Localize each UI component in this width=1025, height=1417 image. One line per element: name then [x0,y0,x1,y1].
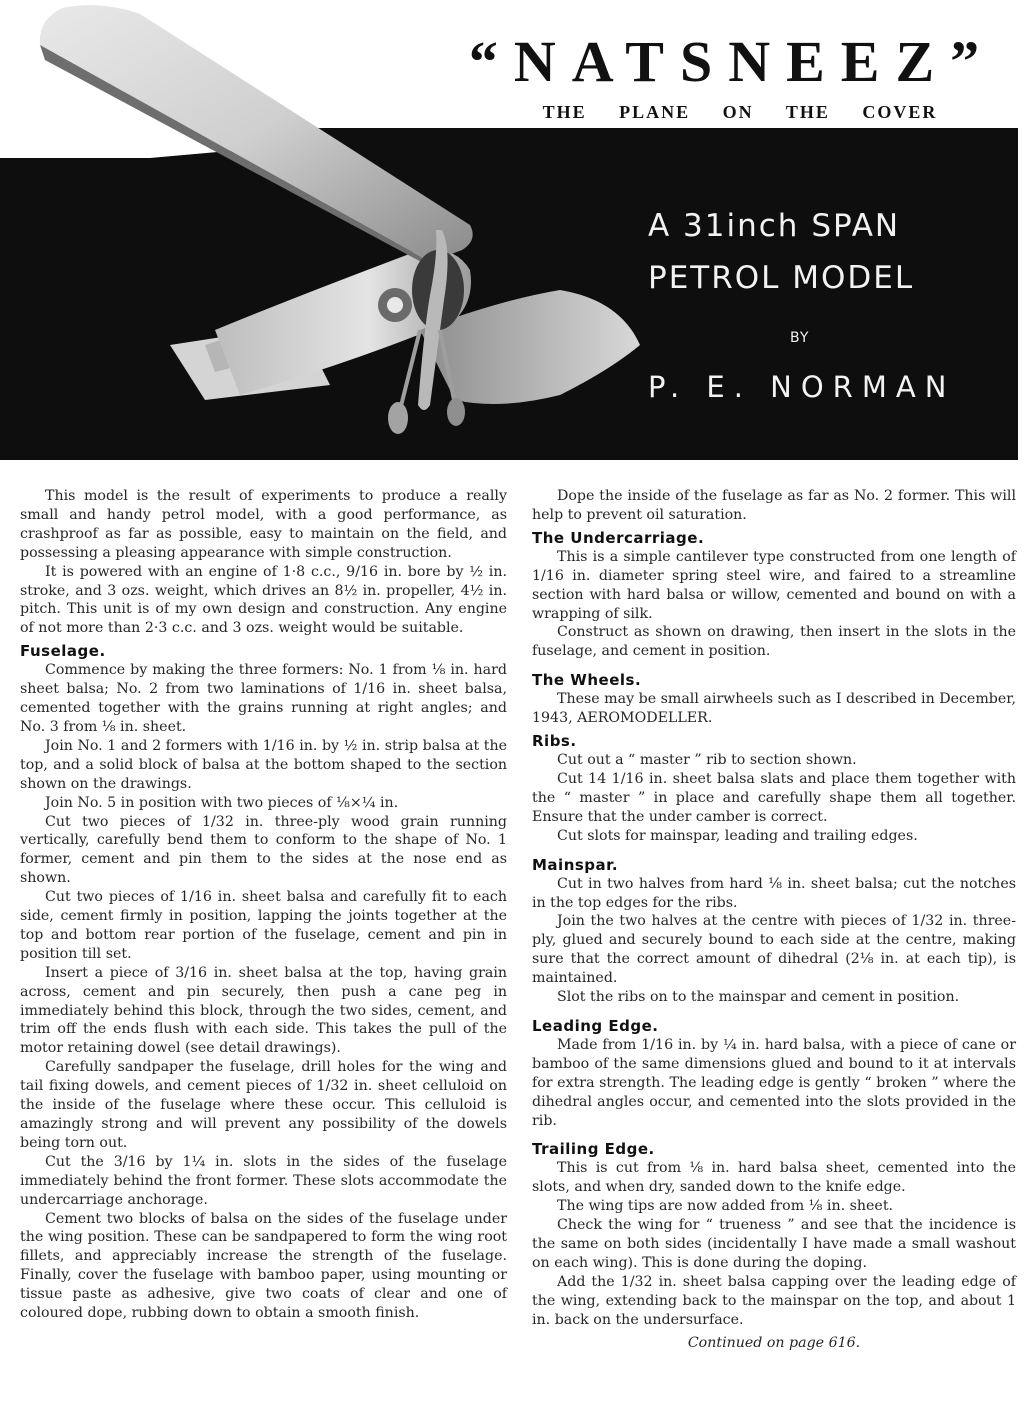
paragraph: Join the two halves at the centre with pieces of 1/32 in. three-ply, glued and securely bound to each side at the centre, making sure that the correct amount of dihedral (2⅛ in. at each tip), is maintained. [532,913,1016,987]
paragraph: Cut two pieces of 1/16 in. sheet balsa and carefully fit to each side, cement firmly in position, lapping the joints together at the top and bottom rear portion of the fuselage, cement and pin in position till set. [20,889,507,962]
span-heading [648,200,1008,304]
paragraph: The wing tips are now added from ⅛ in. sheet. [557,1198,894,1215]
paragraph: Made from 1/16 in. by ¼ in. hard balsa, with a piece of cane or bamboo of the same dimensions glued and bound to it at intervals for extra strength. The leading edge is gently “ broken ” where the dihedral angles occur, and cemented into the slots provided in the rib. [532,1036,1016,1129]
paragraph: Insert a piece of 3/16 in. sheet balsa at the top, having grain across, cement and pin securely, then push a cane peg in immediately behind this block, through the two sides, cement, and trim off the ends flush with each side. This takes the pull of the motor retaining dowel (see detail drawings). [20,964,507,1057]
paragraph: This is a simple cantilever type constructed from one length of 1/16 in. diameter spring steel wire, and faired to a streamline section with hard balsa or willow, cemented and bound on with a wrapping of silk. [532,548,1016,622]
paragraph: This is cut from ⅛ in. hard balsa sheet, cemented into the slots, and when dry, sanded down to the knife edge. [532,1160,1016,1196]
section-heading-fuselage: Fuselage. [20,642,106,661]
section-heading-mainspar: Mainspar. [532,855,619,874]
paragraph: Dope the inside of the fuselage as far as No. 2 former. This will help to prevent oil saturation. [532,488,1016,523]
paragraph: Cut out a “ master ” rib to section shown. [557,752,857,769]
paragraph: Cut 14 1/16 in. sheet balsa slats and place them together with the “ master ” in place and carefully shape them all together. Ensure that the under camber is correct. [532,770,1016,825]
section-heading-undercarriage: The Undercarriage. [532,528,705,547]
spacer [532,1130,1016,1136]
paragraph: Carefully sandpaper the fuselage, drill holes for the wing and tail fixing dowels, and cement pieces of 1/32 in. sheet celluloid on the inside of the fuselage where these occur. This celluloid is amazingly strong and will prevent any possibility of the dowels being torn out. [20,1059,507,1151]
paragraph: Cut two pieces of 1/32 in. three-ply wood grain running vertically, carefully bend them to conform to the shape of No. 1 former, cement and pin them to the sides at the nose end as shown. [20,813,507,887]
section-heading-ribs: Ribs. [532,732,577,751]
right-column [532,487,1016,1353]
paragraph: These may be small airwheels such as I described in December, 1943, AEROMODELLER. [532,691,1016,727]
paragraph: Cut in two halves from hard ⅛ in. sheet balsa; cut the notches in the top edges for the ribs. [532,875,1016,911]
span-line-1: A 31inch SPAN [648,208,901,244]
paragraph: Cut the 3/16 by 1¼ in. slots in the sides of the fuselage immediately behind the front former. These slots accommodate the undercarriage anchorage. [20,1153,507,1208]
spacer [532,1007,1016,1013]
paragraph: Slot the ribs on to the mainspar and cement in position. [557,989,960,1006]
author-name: P. E. NORMAN [648,370,956,404]
section-heading-leading-edge: Leading Edge. [532,1016,659,1035]
paragraph: Join No. 5 in position with two pieces of ⅛×¼ in. [45,794,399,811]
spacer [532,661,1016,667]
section-heading-trailing-edge: Trailing Edge. [532,1140,655,1159]
continued-note: Continued on page 616. [687,1334,861,1351]
article-subtitle: THE PLANE ON THE COVER [542,102,938,122]
paragraph: Add the 1/32 in. sheet balsa capping over the leading edge of the wing, extending back to the mainspar on the top, and about 1 in. back on the undersurface. [532,1273,1016,1328]
paragraph: Commence by making the three formers: No. 1 from ⅛ in. hard sheet balsa; No. 2 from two laminations of 1/16 in. sheet balsa, cemented together with the grains running at right angles; and No. 3 from ⅛ in. sheet. [20,662,507,735]
section-heading-wheels: The Wheels. [532,671,642,690]
left-column [20,487,507,1323]
byline-by: BY [790,330,810,346]
paragraph: Check the wing for “ trueness ” and see that the incidence is the same on both sides (incidentally I have made a small washout on each wing). This is done during the doping. [532,1217,1016,1271]
paragraph: It is powered with an engine of 1·8 c.c., 9/16 in. bore by ½ in. stroke, and 3 ozs. weight, which drives an 8½ in. propeller, 4½ in. pitch. This unit is of my own design and construction. Any engine of not more than 2·3 c.c. and 3 ozs. weight would be suitable. [20,563,507,637]
paragraph: Construct as shown on drawing, then insert in the slots in the fuselage, and cement in position. [532,624,1016,660]
span-line-2: PETROL MODEL [648,260,915,296]
paragraph: Cement two blocks of balsa on the sides of the fuselage under the wing position. These can be sandpapered to form the wing root fillets, and appreciably increase the strength of the fuselage. Finally, cover the fuselage with bamboo paper, using mounting or tissue paste as adhesive, give two coats of clear and one of coloured dope, rubbing down to obtain a smooth finish. [20,1210,507,1322]
paragraph: This model is the result of experiments to produce a really small and handy petrol model, with a good performance, as crashproof as far as possible, easy to maintain on the field, and possessing a pleasing appearance with simple construction. [20,488,507,561]
header [0,0,1025,465]
paragraph: Cut slots for mainspar, leading and trailing edges. [557,827,918,844]
spacer [532,846,1016,852]
paragraph: Join No. 1 and 2 formers with 1/16 in. by ½ in. strip balsa at the top, and a solid block of balsa at the bottom shaped to the section shown on the drawings. [20,737,507,792]
article-title: “NATSNEEZ” [468,29,996,94]
